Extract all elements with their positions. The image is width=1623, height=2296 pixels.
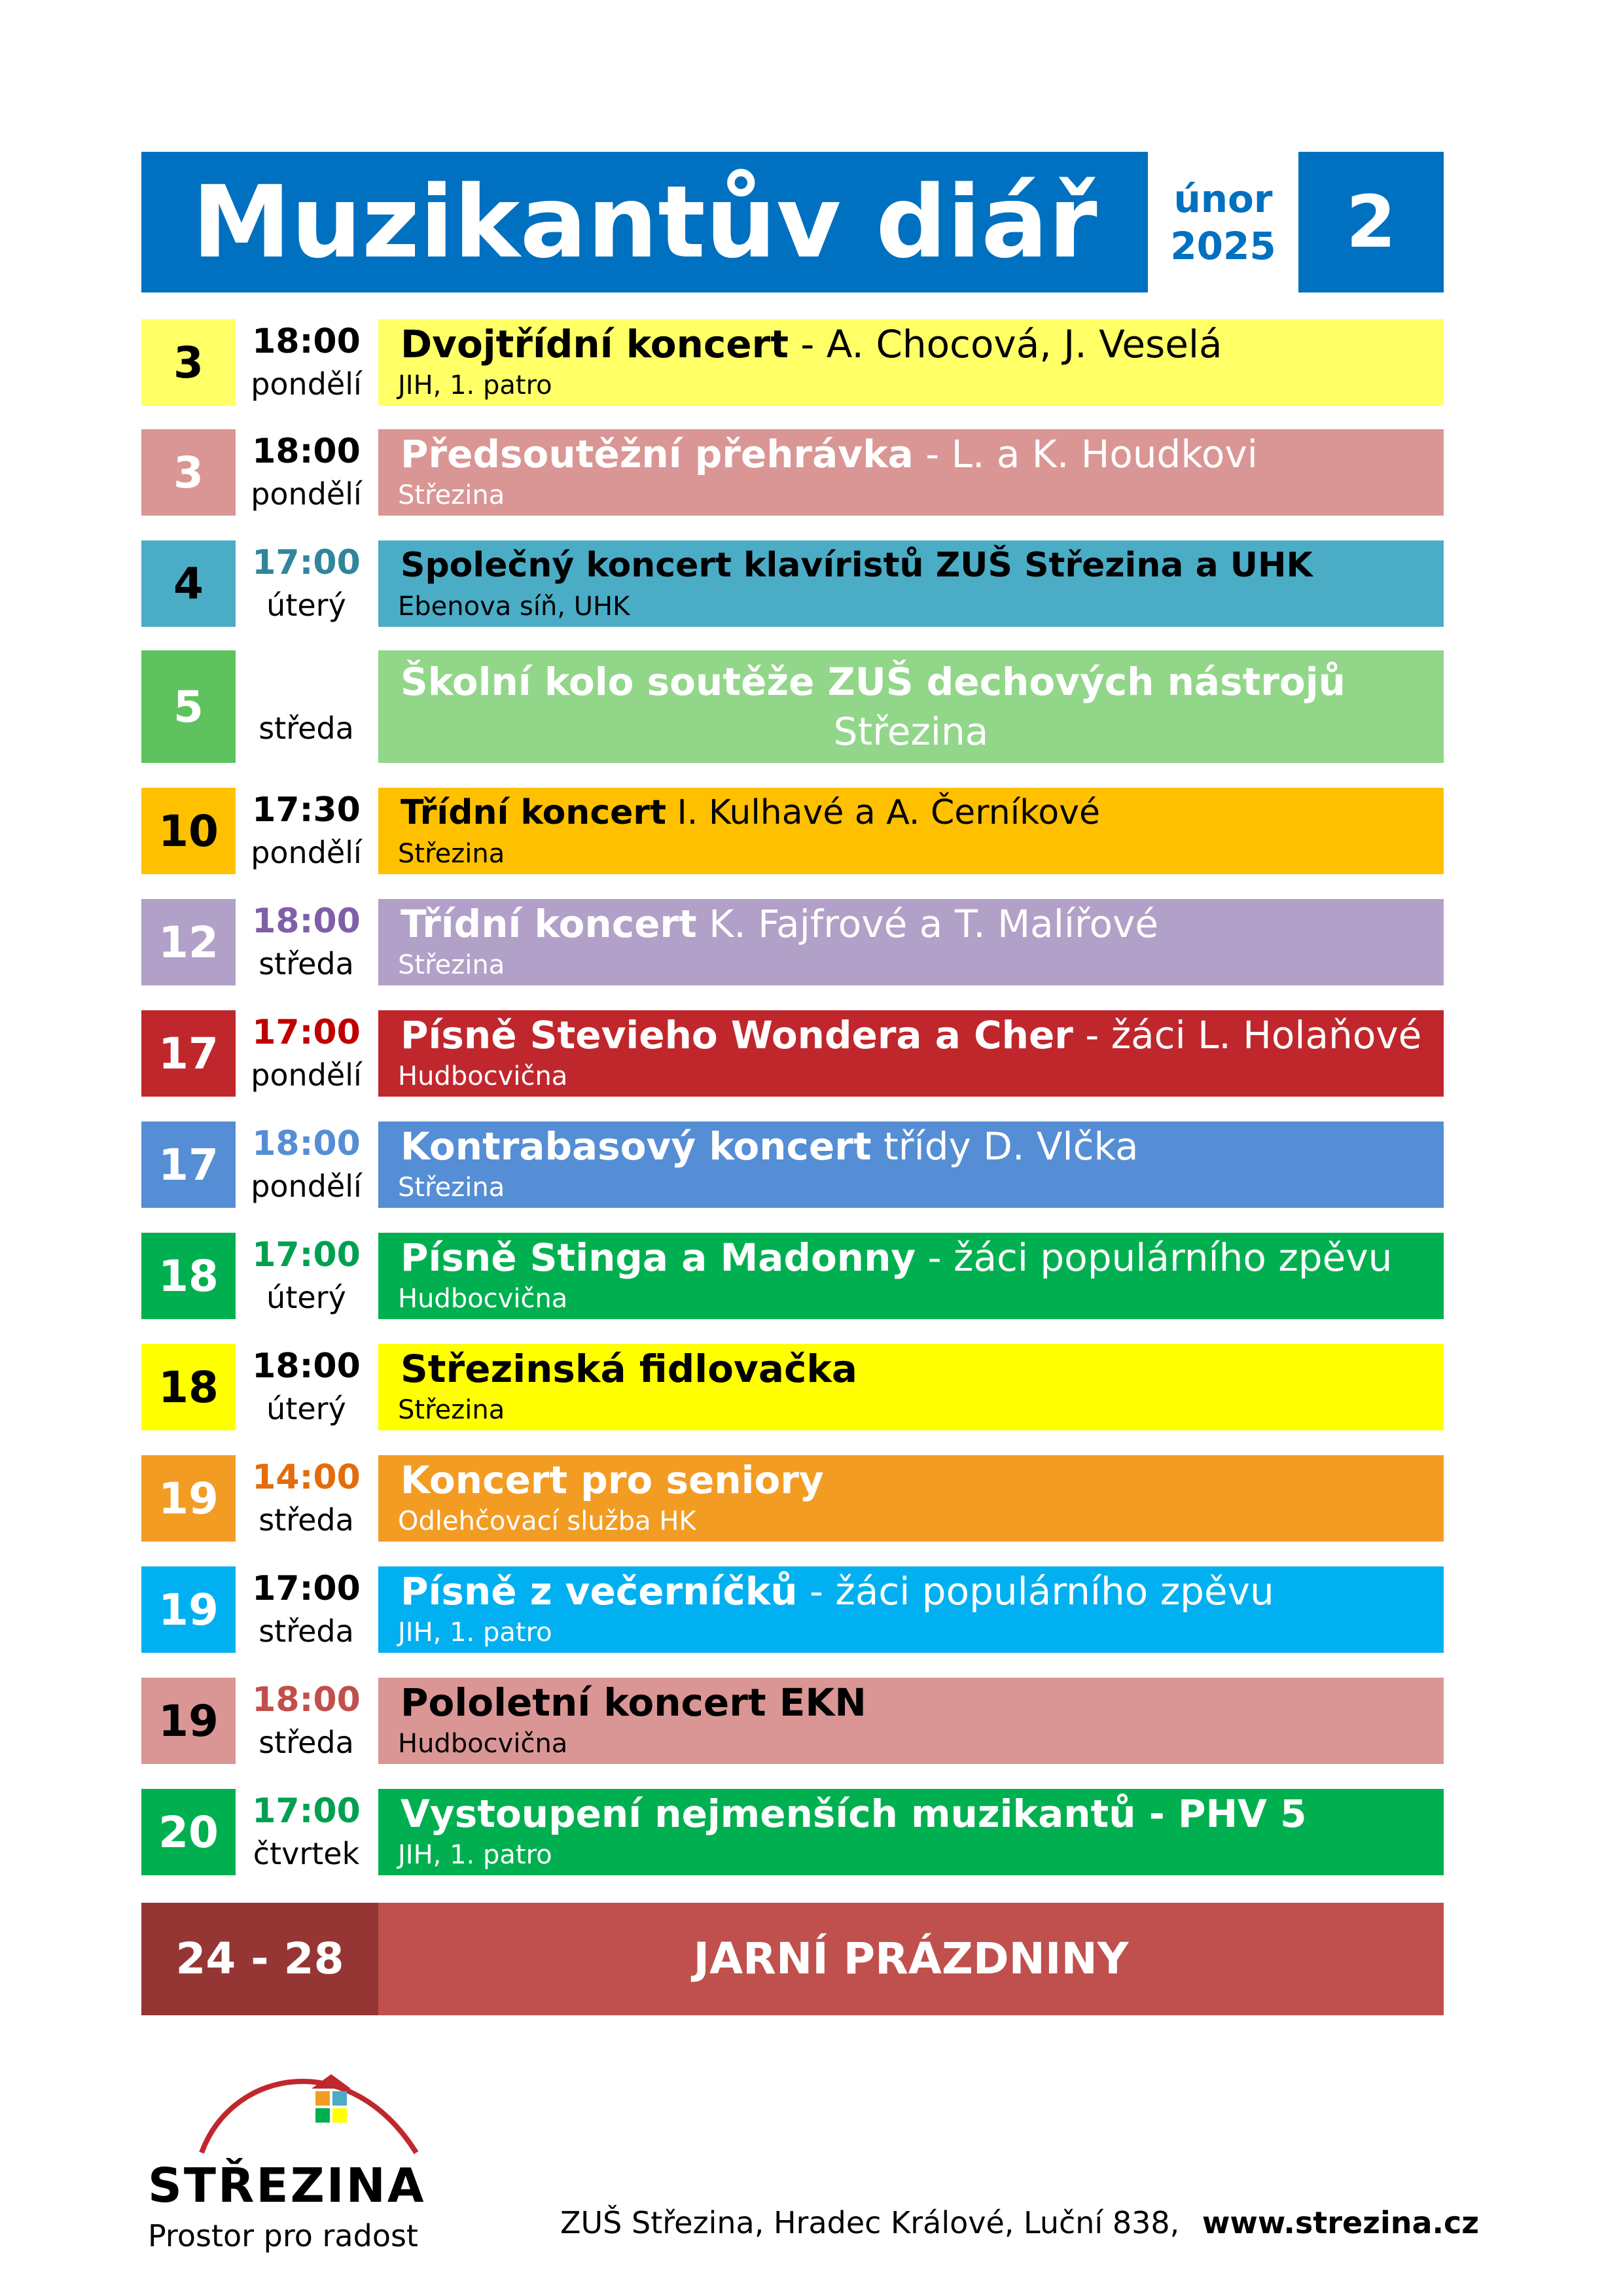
event-weekday: středa xyxy=(259,711,354,746)
event-row xyxy=(141,1010,1444,1097)
event-location: Střezina xyxy=(398,950,505,980)
event-location: Střezina xyxy=(398,1173,505,1203)
event-row xyxy=(141,540,1444,627)
event-details xyxy=(378,319,1444,406)
event-title: Kontrabasový koncert xyxy=(401,1124,872,1169)
arch-house-icon xyxy=(141,2055,455,2166)
event-details xyxy=(378,1344,1444,1430)
event-day: 18 xyxy=(141,1344,236,1430)
event-details xyxy=(378,899,1444,985)
event-time-cell xyxy=(236,1455,377,1542)
event-row xyxy=(141,1678,1444,1764)
event-details xyxy=(378,1233,1444,1319)
event-time: 18:00 xyxy=(252,1347,361,1386)
event-weekday: středa xyxy=(259,946,354,981)
event-time-cell xyxy=(236,1789,377,1875)
event-time: 17:00 xyxy=(252,1569,361,1608)
month-year xyxy=(1148,152,1298,292)
event-title-line xyxy=(401,900,1444,947)
event-details xyxy=(378,1789,1444,1875)
event-time: 17:00 xyxy=(252,1792,361,1831)
event-performers: - žáci populárního zpěvu xyxy=(916,1235,1393,1280)
event-weekday: pondělí xyxy=(251,366,362,402)
event-row xyxy=(141,650,1444,763)
event-location: JIH, 1. patro xyxy=(398,370,552,400)
event-title-line xyxy=(401,1568,1444,1615)
event-time: 18:00 xyxy=(252,902,361,941)
event-row xyxy=(141,1233,1444,1319)
event-day: 19 xyxy=(141,1566,236,1653)
event-weekday: úterý xyxy=(266,1280,346,1315)
event-title: Společný koncert klavíristů ZUŠ Střezina a UHK xyxy=(401,546,1313,585)
event-title: Písně z večerníčků xyxy=(401,1569,798,1614)
event-row xyxy=(141,899,1444,985)
event-title: Vystoupení nejmenších muzikantů - PHV 5 xyxy=(401,1792,1307,1836)
event-title-line xyxy=(401,1790,1444,1837)
event-time: 18:00 xyxy=(252,1680,361,1720)
event-weekday: čtvrtek xyxy=(253,1836,360,1871)
event-location: JIH, 1. patro xyxy=(398,1840,552,1870)
event-location: Odlehčovací služba HK xyxy=(398,1506,696,1536)
year-label: 2025 xyxy=(1170,224,1276,268)
event-details xyxy=(378,1566,1444,1653)
event-time: 18:00 xyxy=(252,1124,361,1163)
event-title: Pololetní koncert EKN xyxy=(401,1680,866,1725)
event-day: 17 xyxy=(141,1122,236,1208)
event-performers: třídy D. Vlčka xyxy=(871,1124,1139,1169)
event-time: 13:00 xyxy=(252,666,361,705)
header xyxy=(141,152,1444,292)
event-details xyxy=(378,429,1444,516)
event-time-cell xyxy=(236,1566,377,1653)
event-row xyxy=(141,429,1444,516)
event-row xyxy=(141,1789,1444,1875)
vacation-dates: 24 - 28 xyxy=(141,1903,378,2015)
event-time: 17:00 xyxy=(252,543,361,582)
logo-name: STŘEZINA xyxy=(148,2158,426,2213)
logo-tagline: Prostor pro radost xyxy=(148,2218,418,2253)
event-location: Hudbocvična xyxy=(398,1729,568,1759)
event-time-cell xyxy=(236,1010,377,1097)
event-title-line xyxy=(401,1345,1444,1392)
event-details xyxy=(378,1678,1444,1764)
event-day: 19 xyxy=(141,1455,236,1542)
event-day: 10 xyxy=(141,788,236,874)
event-time-cell xyxy=(236,1678,377,1764)
event-performers: - žáci L. Holaňové xyxy=(1073,1013,1422,1057)
event-weekday: středa xyxy=(259,1614,354,1649)
event-time-cell xyxy=(236,540,377,627)
event-weekday: středa xyxy=(259,1502,354,1538)
event-title: Školní kolo soutěže ZUŠ dechových nástrojů xyxy=(401,660,1346,704)
event-location: Střezina xyxy=(398,1395,505,1425)
event-day: 5 xyxy=(141,650,236,763)
event-location: Hudbocvična xyxy=(398,1061,568,1091)
event-details xyxy=(378,650,1444,763)
event-row xyxy=(141,1455,1444,1542)
event-performers: - A. Chocová, J. Veselá xyxy=(788,322,1222,366)
event-title-line xyxy=(401,658,1444,705)
event-performers: - žáci populárního zpěvu xyxy=(797,1569,1274,1614)
event-weekday: úterý xyxy=(266,588,346,623)
event-title-line xyxy=(401,321,1444,368)
event-location: Střezina xyxy=(833,709,989,754)
event-details xyxy=(378,1455,1444,1542)
event-time-cell xyxy=(236,1122,377,1208)
event-performers: K. Fajfrové a T. Malířové xyxy=(696,902,1158,946)
vacation-bar xyxy=(141,1903,1444,2015)
event-time-cell xyxy=(236,1344,377,1430)
event-row xyxy=(141,788,1444,874)
event-title-line xyxy=(401,1679,1444,1726)
event-title-line xyxy=(401,1234,1444,1281)
event-details xyxy=(378,540,1444,627)
event-row xyxy=(141,1344,1444,1430)
event-location: Střezina xyxy=(398,480,505,510)
event-time-cell xyxy=(236,319,377,406)
event-location: JIH, 1. patro xyxy=(398,1617,552,1648)
event-title: Písně Stevieho Wondera a Cher xyxy=(401,1013,1073,1057)
event-weekday: pondělí xyxy=(251,1057,362,1093)
footer-website-link[interactable]: www.strezina.cz xyxy=(1202,2205,1480,2240)
event-time-cell xyxy=(236,899,377,985)
event-time: 18:00 xyxy=(252,322,361,361)
event-title: Střezinská fidlovačka xyxy=(401,1347,858,1391)
event-day: 3 xyxy=(141,319,236,406)
event-title: Dvojtřídní koncert xyxy=(401,322,789,366)
event-details xyxy=(378,1010,1444,1097)
month-label: únor xyxy=(1173,177,1273,221)
event-day: 18 xyxy=(141,1233,236,1319)
page-title: Muzikantův diář xyxy=(141,152,1148,292)
event-location: Střezina xyxy=(398,839,505,869)
event-time-cell xyxy=(236,650,377,763)
event-day: 12 xyxy=(141,899,236,985)
event-time-cell xyxy=(236,429,377,516)
event-title: Třídní koncert xyxy=(401,902,697,946)
footer xyxy=(560,2205,1479,2240)
event-weekday: pondělí xyxy=(251,835,362,870)
event-row xyxy=(141,1122,1444,1208)
event-title-line xyxy=(401,1012,1444,1059)
event-weekday: pondělí xyxy=(251,476,362,512)
event-day: 4 xyxy=(141,540,236,627)
event-performers: I. Kulhavé a A. Černíkové xyxy=(666,793,1100,832)
event-time: 17:00 xyxy=(252,1013,361,1052)
event-day: 3 xyxy=(141,429,236,516)
event-title: Koncert pro seniory xyxy=(401,1458,824,1502)
event-title: Písně Stinga a Madonny xyxy=(401,1235,916,1280)
event-title-line xyxy=(401,1457,1444,1504)
issue-number: 2 xyxy=(1298,152,1444,292)
footer-address: ZUŠ Střezina, Hradec Králové, Luční 838, xyxy=(560,2205,1180,2240)
event-time-cell xyxy=(236,788,377,874)
event-row xyxy=(141,1566,1444,1653)
event-weekday: pondělí xyxy=(251,1169,362,1204)
event-weekday: úterý xyxy=(266,1391,346,1426)
event-row xyxy=(141,319,1444,406)
event-day: 17 xyxy=(141,1010,236,1097)
event-performers: - L. a K. Houdkovi xyxy=(913,432,1258,476)
event-location: Ebenova síň, UHK xyxy=(398,592,630,622)
event-day: 20 xyxy=(141,1789,236,1875)
event-title-line xyxy=(401,789,1444,836)
event-weekday: středa xyxy=(259,1725,354,1760)
event-time: 17:30 xyxy=(252,790,361,830)
event-details xyxy=(378,1122,1444,1208)
event-day: 19 xyxy=(141,1678,236,1764)
event-time-cell xyxy=(236,1233,377,1319)
event-time: 18:00 xyxy=(252,432,361,471)
event-title: Třídní koncert xyxy=(401,793,666,832)
event-title-line xyxy=(401,431,1444,478)
strezina-logo xyxy=(141,2055,455,2264)
event-title-line xyxy=(401,1123,1444,1170)
event-location: Hudbocvična xyxy=(398,1284,568,1314)
event-details xyxy=(378,788,1444,874)
event-time: 17:00 xyxy=(252,1235,361,1275)
event-title: Předsoutěžní přehrávka xyxy=(401,432,914,476)
event-time: 14:00 xyxy=(252,1458,361,1497)
vacation-label: JARNÍ PRÁZDNINY xyxy=(378,1903,1444,2015)
event-title-line xyxy=(401,542,1444,589)
